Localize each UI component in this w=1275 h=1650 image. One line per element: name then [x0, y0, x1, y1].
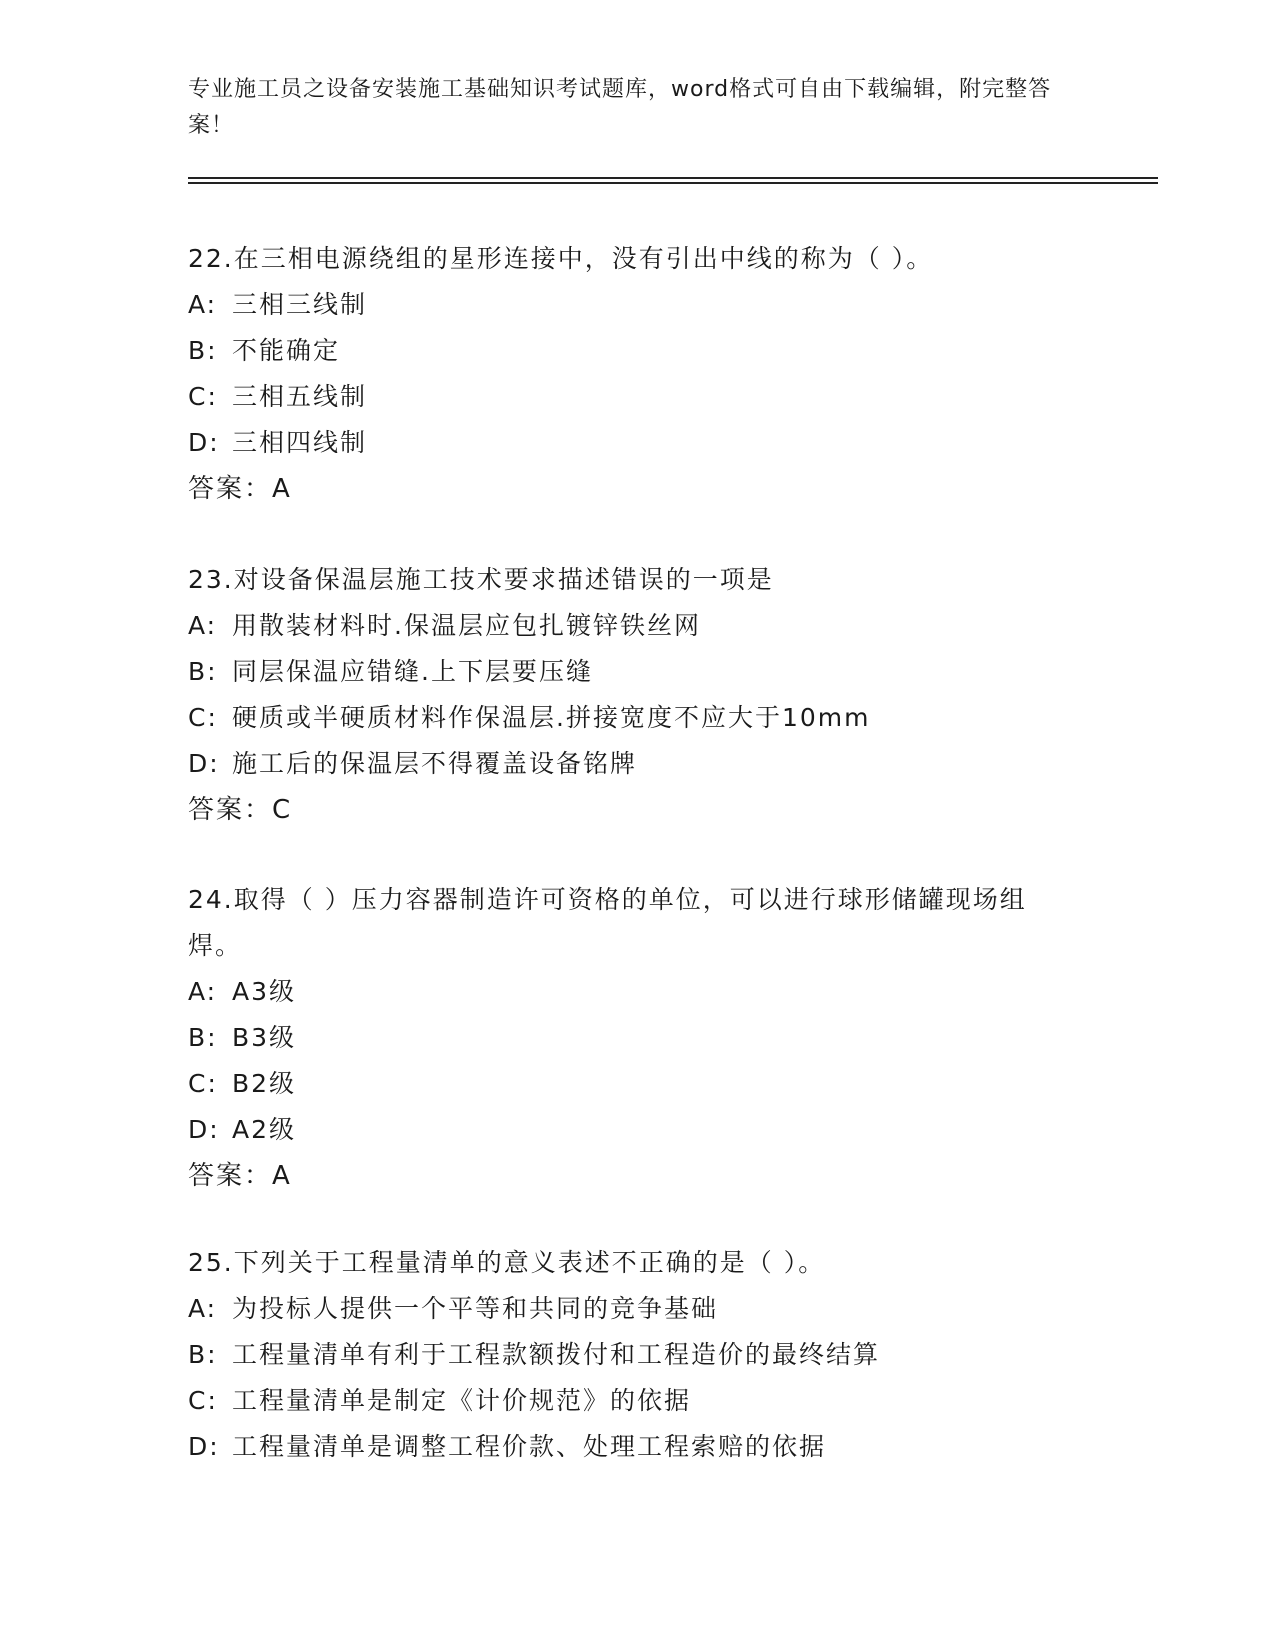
option-a: [188, 1286, 1068, 1332]
question-block: [188, 1240, 1068, 1470]
answer-line: 答案：C: [188, 795, 293, 825]
option-letter: D:: [188, 1115, 220, 1144]
option-letter: D:: [188, 1432, 220, 1461]
option-text: 不能确定: [232, 336, 341, 365]
option-text: 同层保温应错缝.上下层要压缝: [232, 657, 593, 686]
option-text: B2级: [232, 1069, 297, 1098]
option-b: [188, 649, 1068, 695]
option-c: [188, 1378, 1068, 1424]
option-letter: B:: [188, 1023, 218, 1052]
option-text: A3级: [232, 977, 297, 1006]
option-text: 工程量清单是调整工程价款、处理工程索赔的依据: [232, 1432, 827, 1461]
question-block: [188, 236, 1068, 512]
option-text: 工程量清单有利于工程款额拨付和工程造价的最终结算: [232, 1340, 881, 1369]
option-letter: B:: [188, 336, 218, 365]
option-letter: A:: [188, 977, 218, 1006]
header-divider-line: [188, 182, 1158, 184]
option-letter: B:: [188, 657, 218, 686]
answer-line: 答案：A: [188, 1161, 292, 1191]
question-stem: 23.对设备保温层施工技术要求描述错误的一项是: [188, 565, 774, 594]
option-d: [188, 741, 1068, 787]
option-text: 三相四线制: [232, 428, 368, 457]
question-block: [188, 557, 1068, 833]
question-stem: 22.在三相电源绕组的星形连接中，没有引出中线的称为（ ）。: [188, 244, 934, 273]
option-text: 为投标人提供一个平等和共同的竞争基础: [232, 1294, 719, 1323]
option-letter: A:: [188, 1294, 218, 1323]
option-c: [188, 1061, 1068, 1107]
option-letter: C:: [188, 703, 218, 732]
option-letter: D:: [188, 749, 220, 778]
option-text: A2级: [232, 1115, 297, 1144]
header-divider-line: [188, 177, 1158, 179]
question-stem: 25.下列关于工程量清单的意义表述不正确的是（ ）。: [188, 1248, 826, 1277]
option-b: [188, 328, 1068, 374]
option-text: 施工后的保温层不得覆盖设备铭牌: [232, 749, 638, 778]
option-d: [188, 1107, 1068, 1153]
question-stem: 24.取得（ ）压力容器制造许可资格的单位，可以进行球形储罐现场组焊。: [188, 885, 1027, 960]
option-d: [188, 420, 1068, 466]
option-text: 三相三线制: [232, 290, 368, 319]
option-a: [188, 603, 1068, 649]
option-letter: C:: [188, 382, 218, 411]
option-letter: C:: [188, 1069, 218, 1098]
option-text: 用散装材料时.保温层应包扎镀锌铁丝网: [232, 611, 701, 640]
option-a: [188, 969, 1068, 1015]
option-letter: A:: [188, 290, 218, 319]
option-b: [188, 1332, 1068, 1378]
option-a: [188, 282, 1068, 328]
option-letter: A:: [188, 611, 218, 640]
option-text: 硬质或半硬质材料作保温层.拼接宽度不应大于10mm: [232, 703, 871, 732]
question-block: [188, 877, 1068, 1199]
option-c: [188, 374, 1068, 420]
option-letter: C:: [188, 1386, 218, 1415]
answer-line: 答案：A: [188, 474, 292, 504]
document-header: 专业施工员之设备安装施工基础知识考试题库，word格式可自由下载编辑，附完整答案！: [188, 77, 1052, 138]
option-text: 工程量清单是制定《计价规范》的依据: [232, 1386, 692, 1415]
option-text: B3级: [232, 1023, 297, 1052]
option-c: [188, 695, 1068, 741]
option-b: [188, 1015, 1068, 1061]
option-letter: B:: [188, 1340, 218, 1369]
option-letter: D:: [188, 428, 220, 457]
option-d: [188, 1424, 1068, 1470]
option-text: 三相五线制: [232, 382, 368, 411]
